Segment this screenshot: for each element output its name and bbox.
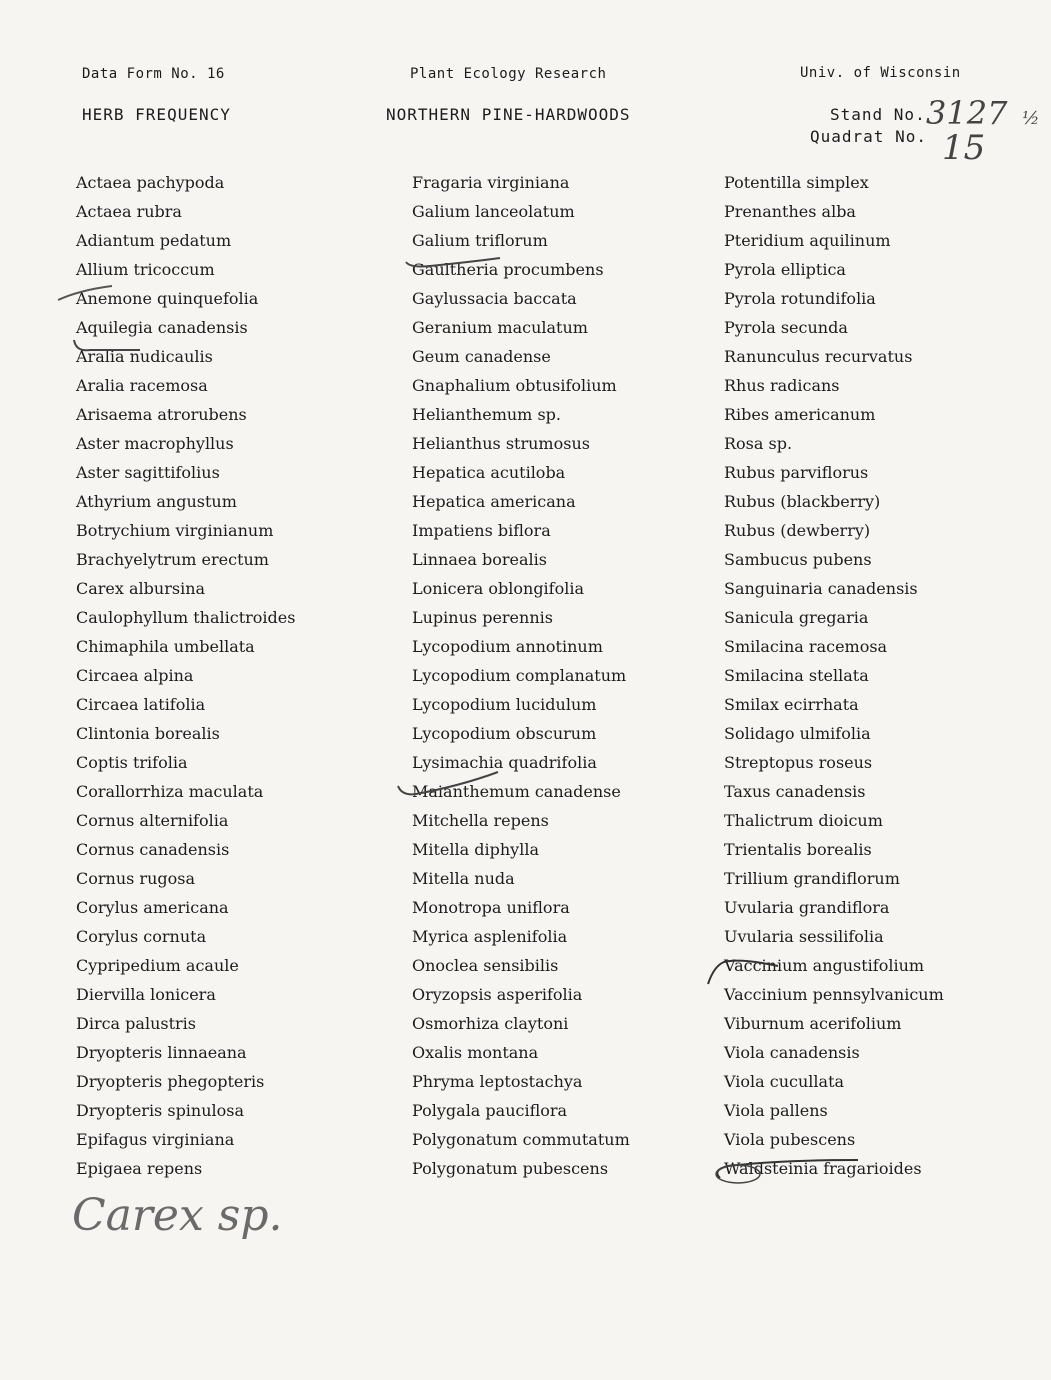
species-item: Dryopteris phegopteris (76, 1072, 265, 1091)
species-item: Geum canadense (412, 347, 551, 366)
species-item: Circaea alpina (76, 666, 194, 685)
species-item: Viburnum acerifolium (724, 1014, 902, 1033)
species-item: Sanicula gregaria (724, 608, 869, 627)
species-item: Viola canadensis (724, 1043, 860, 1062)
species-item: Smilacina stellata (724, 666, 869, 685)
species-item: Pteridium aquilinum (724, 231, 891, 250)
species-item: Chimaphila umbellata (76, 637, 255, 656)
species-item: Viola pubescens (724, 1130, 856, 1149)
species-item: Aster sagittifolius (76, 463, 220, 482)
species-item: Epifagus virginiana (76, 1130, 235, 1149)
species-item: Dirca palustris (76, 1014, 196, 1033)
species-item: Lycopodium annotinum (412, 637, 603, 656)
species-item: Lysimachia quadrifolia (412, 753, 597, 772)
species-item: Trientalis borealis (724, 840, 872, 859)
stand-number-handwritten: 3127 (926, 94, 1008, 132)
species-item: Impatiens biflora (412, 521, 551, 540)
species-item: Prenanthes alba (724, 202, 856, 221)
species-item: Lupinus perennis (412, 608, 553, 627)
species-item: Anemone quinquefolia (76, 289, 259, 308)
species-item: Aster macrophyllus (76, 434, 234, 453)
species-item: Gaultheria procumbens (412, 260, 604, 279)
species-item: Gaylussacia baccata (412, 289, 577, 308)
species-item: Maianthemum canadense (412, 782, 621, 801)
species-item: Ranunculus recurvatus (724, 347, 913, 366)
quadrat-label: Quadrat No. (810, 127, 927, 146)
species-item: Caulophyllum thalictroides (76, 608, 296, 627)
species-item: Smilax ecirrhata (724, 695, 859, 714)
species-item: Uvularia sessilifolia (724, 927, 884, 946)
species-item: Lycopodium lucidulum (412, 695, 597, 714)
species-item: Pyrola secunda (724, 318, 848, 337)
species-column-1 (76, 168, 396, 1183)
species-item: Coptis trifolia (76, 753, 188, 772)
species-item: Monotropa uniflora (412, 898, 570, 917)
species-item: Actaea pachypoda (76, 173, 225, 192)
quadrat-number-handwritten: 15 (942, 128, 986, 168)
species-item: Solidago ulmifolia (724, 724, 871, 743)
species-item: Aralia nudicaulis (76, 347, 213, 366)
species-item: Rhus radicans (724, 376, 840, 395)
species-item: Uvularia grandiflora (724, 898, 890, 917)
species-item: Circaea latifolia (76, 695, 206, 714)
species-item: Viola cucullata (724, 1072, 845, 1091)
species-item: Osmorhiza claytoni (412, 1014, 569, 1033)
species-item: Galium lanceolatum (412, 202, 575, 221)
university-name: Univ. of Wisconsin (800, 65, 961, 81)
species-item: Rubus (dewberry) (724, 521, 871, 540)
species-item: Diervilla lonicera (76, 985, 216, 1004)
stand-label: Stand No. (830, 105, 926, 124)
form-number: Data Form No. 16 (82, 66, 225, 82)
species-column-2 (412, 168, 732, 1183)
species-item: Gnaphalium obtusifolium (412, 376, 617, 395)
species-item: Helianthemum sp. (412, 405, 561, 424)
species-item: Hepatica americana (412, 492, 576, 511)
species-item: Helianthus strumosus (412, 434, 590, 453)
species-item: Hepatica acutiloba (412, 463, 566, 482)
research-title: Plant Ecology Research (410, 66, 607, 82)
species-item: Dryopteris linnaeana (76, 1043, 247, 1062)
species-item: Ribes americanum (724, 405, 876, 424)
species-item: Streptopus roseus (724, 753, 873, 772)
species-item: Corylus cornuta (76, 927, 207, 946)
species-item: Actaea rubra (76, 202, 182, 221)
species-item: Aquilegia canadensis (76, 318, 248, 337)
species-item: Clintonia borealis (76, 724, 220, 743)
species-item: Thalictrum dioicum (724, 811, 883, 830)
species-item: Cornus canadensis (76, 840, 230, 859)
species-item: Sambucus pubens (724, 550, 872, 569)
species-item: Vaccinium angustifolium (724, 956, 925, 975)
species-item: Lycopodium obscurum (412, 724, 597, 743)
species-item: Epigaea repens (76, 1159, 203, 1178)
species-item: Myrica asplenifolia (412, 927, 568, 946)
species-item: Rubus parviflorus (724, 463, 869, 482)
stand-fraction-handwritten: ½ (1022, 108, 1040, 129)
species-item: Corylus americana (76, 898, 229, 917)
species-item: Botrychium virginianum (76, 521, 274, 540)
species-item: Vaccinium pennsylvanicum (724, 985, 944, 1004)
species-item: Polygonatum commutatum (412, 1130, 630, 1149)
species-item: Geranium maculatum (412, 318, 588, 337)
species-item: Brachyelytrum erectum (76, 550, 269, 569)
species-item: Potentilla simplex (724, 173, 869, 192)
species-item: Pyrola rotundifolia (724, 289, 876, 308)
species-item: Athyrium angustum (76, 492, 237, 511)
species-column-3 (724, 168, 1044, 1183)
species-item: Onoclea sensibilis (412, 956, 559, 975)
species-item: Polygala pauciflora (412, 1101, 568, 1120)
species-item: Mitchella repens (412, 811, 549, 830)
species-item: Rubus (blackberry) (724, 492, 881, 511)
species-item: Oryzopsis asperifolia (412, 985, 583, 1004)
species-item: Cornus alternifolia (76, 811, 229, 830)
species-item: Cornus rugosa (76, 869, 196, 888)
species-item: Polygonatum pubescens (412, 1159, 609, 1178)
species-item: Waldsteinia fragarioides (724, 1159, 922, 1178)
species-item: Linnaea borealis (412, 550, 547, 569)
species-item: Phryma leptostachya (412, 1072, 583, 1091)
species-item: Rosa sp. (724, 434, 793, 453)
species-item: Corallorrhiza maculata (76, 782, 264, 801)
handwritten-note: Carex sp. (72, 1190, 283, 1241)
species-item: Dryopteris spinulosa (76, 1101, 245, 1120)
species-item: Fragaria virginiana (412, 173, 570, 192)
species-item: Arisaema atrorubens (76, 405, 247, 424)
community-title: NORTHERN PINE-HARDWOODS (386, 105, 631, 124)
species-item: Oxalis montana (412, 1043, 539, 1062)
species-item: Viola pallens (724, 1101, 828, 1120)
species-item: Taxus canadensis (724, 782, 866, 801)
species-item: Mitella diphylla (412, 840, 539, 859)
species-item: Mitella nuda (412, 869, 515, 888)
species-item: Lycopodium complanatum (412, 666, 627, 685)
species-item: Carex albursina (76, 579, 206, 598)
form-type-title: HERB FREQUENCY (82, 105, 231, 124)
species-item: Allium tricoccum (76, 260, 215, 279)
species-item: Cypripedium acaule (76, 956, 239, 975)
species-item: Smilacina racemosa (724, 637, 888, 656)
species-item: Adiantum pedatum (76, 231, 232, 250)
species-item: Galium triflorum (412, 231, 548, 250)
species-item: Pyrola elliptica (724, 260, 846, 279)
species-item: Sanguinaria canadensis (724, 579, 918, 598)
species-item: Aralia racemosa (76, 376, 208, 395)
species-item: Lonicera oblongifolia (412, 579, 584, 598)
species-item: Trillium grandiflorum (724, 869, 900, 888)
